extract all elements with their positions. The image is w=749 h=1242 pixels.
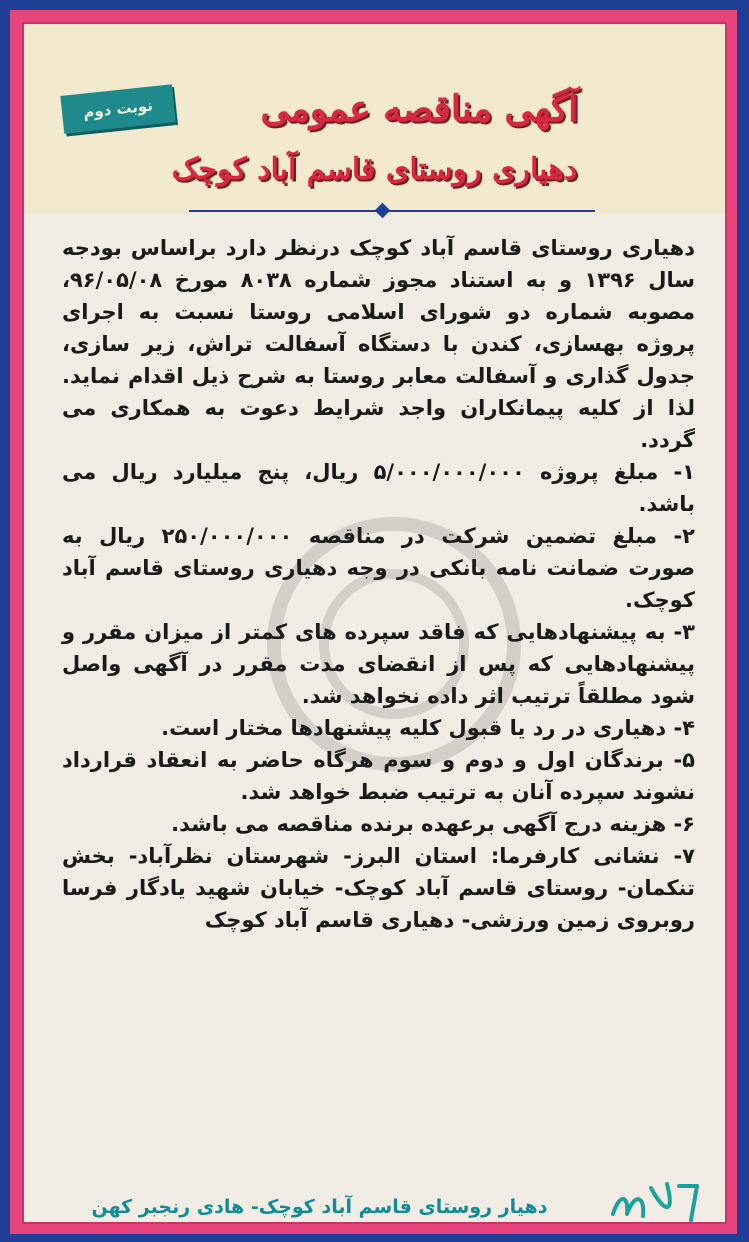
inner-frame: [10, 10, 737, 1234]
handwritten-mark: [605, 1174, 713, 1228]
list-item: ۵- برندگان اول و دوم و سوم هرگاه حاضر به انعقاد قرارداد نشوند سپرده آنان به ترتیب ضبط خواهد شد.: [62, 748, 695, 804]
list-item: ۴- دهیاری در رد یا قبول کلیه پیشنهادها مختار است.: [161, 716, 695, 740]
list-item: ۷- نشانی کارفرما: استان البرز- شهرستان نظرآباد- بخش تنکمان- روستای قاسم آباد کوچک- خیابان شهید یادگار فرسا روبروی زمین ورزشی- دهیاری قاسم آباد کوچک: [62, 844, 695, 932]
list-item: ۲- مبلغ تضمین شرکت در مناقصه ۲۵۰/۰۰۰/۰۰۰ ریال به صورت ضمانت نامه بانکی در وجه دهیاری روستای قاسم آباد کوچک.: [62, 524, 695, 612]
notice-title: آگهی مناقصه عمومی: [260, 88, 579, 130]
round-badge: نوبت دوم: [60, 84, 175, 133]
signature-line: دهیار روستای قاسم آباد کوچک- هادی رنجبر کهن: [91, 1196, 548, 1218]
intro-paragraph: دهیاری روستای قاسم آباد کوچک درنظر دارد براساس بودجه سال ۱۳۹۶ و به استناد مجوز شماره ۸۰۳۸ مورخ ۹۶/۰۵/۰۸، مصوبه شماره دو شورای اسلامی روستا نسبت به اجرای پروژه بهسازی، کندن با دستگاه آسفالت تراش، زیر سازی، جدول گذاری و آسفالت معابر روستا به شرح ذیل اقدام نماید. لذا از کلیه پیمانکاران واجد شرایط دعوت به همکاری می گردد.: [62, 236, 695, 452]
list-item: ۱- مبلغ پروژه ۵/۰۰۰/۰۰۰/۰۰۰ ریال، پنج میلیارد ریال می باشد.: [62, 460, 695, 516]
list-item: ۳- به پیشنهادهایی که فاقد سپرده های کمتر از میزان مقرر و پیشنهادهایی که پس از انقضای مدت مقرر در آگهی واصل شود مطلقاً ترتیب اثر داده نخواهد شد.: [62, 620, 695, 708]
header-divider: [189, 210, 595, 212]
notice-body: [62, 232, 695, 936]
list-item: ۶- هزینه درج آگهی برعهده برنده مناقصه می باشد.: [171, 812, 695, 836]
notice-paper: [22, 22, 727, 1224]
notice-subtitle: دهیاری روستای قاسم آباد کوچک: [171, 152, 578, 187]
